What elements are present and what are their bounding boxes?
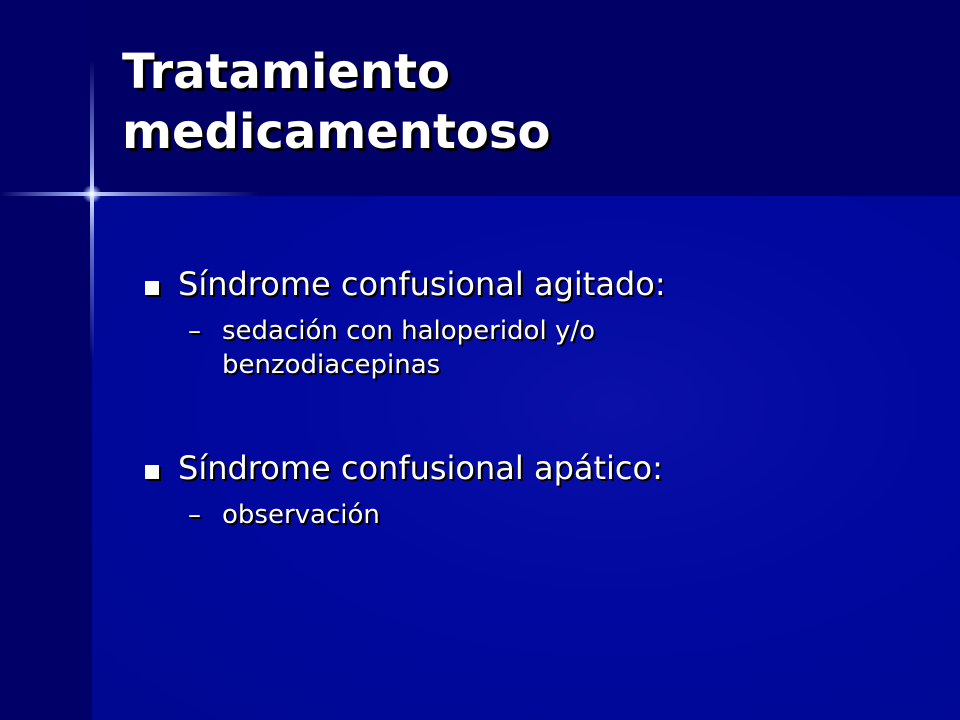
dash-bullet-icon: – [188,500,201,530]
sub-bullet-item [140,498,742,532]
light-flare-horizontal [0,192,260,196]
bullet-group-agitado [140,262,920,382]
bullet-item [140,446,920,490]
bullet-item [140,262,920,306]
square-bullet-icon [145,281,159,295]
sub-bullet-text: observación [222,500,380,530]
square-bullet-icon [145,465,159,479]
dash-bullet-icon: – [188,316,201,346]
left-band [0,0,92,720]
slide-title [122,42,882,162]
bullet-group-apatico [140,446,920,532]
sub-bullet-text: sedación con haloperidol y/o benzodiacepinas [222,316,596,380]
title-line-1: Tratamiento [122,44,450,100]
light-flare-vertical [90,60,94,360]
light-flare-center [82,186,102,202]
bullet-text: Síndrome confusional apático: [178,449,663,487]
bullet-text: Síndrome confusional agitado: [178,265,666,303]
title-line-2: medicamentoso [122,104,551,160]
sub-bullet-item [140,314,742,382]
slide-content [140,262,920,532]
